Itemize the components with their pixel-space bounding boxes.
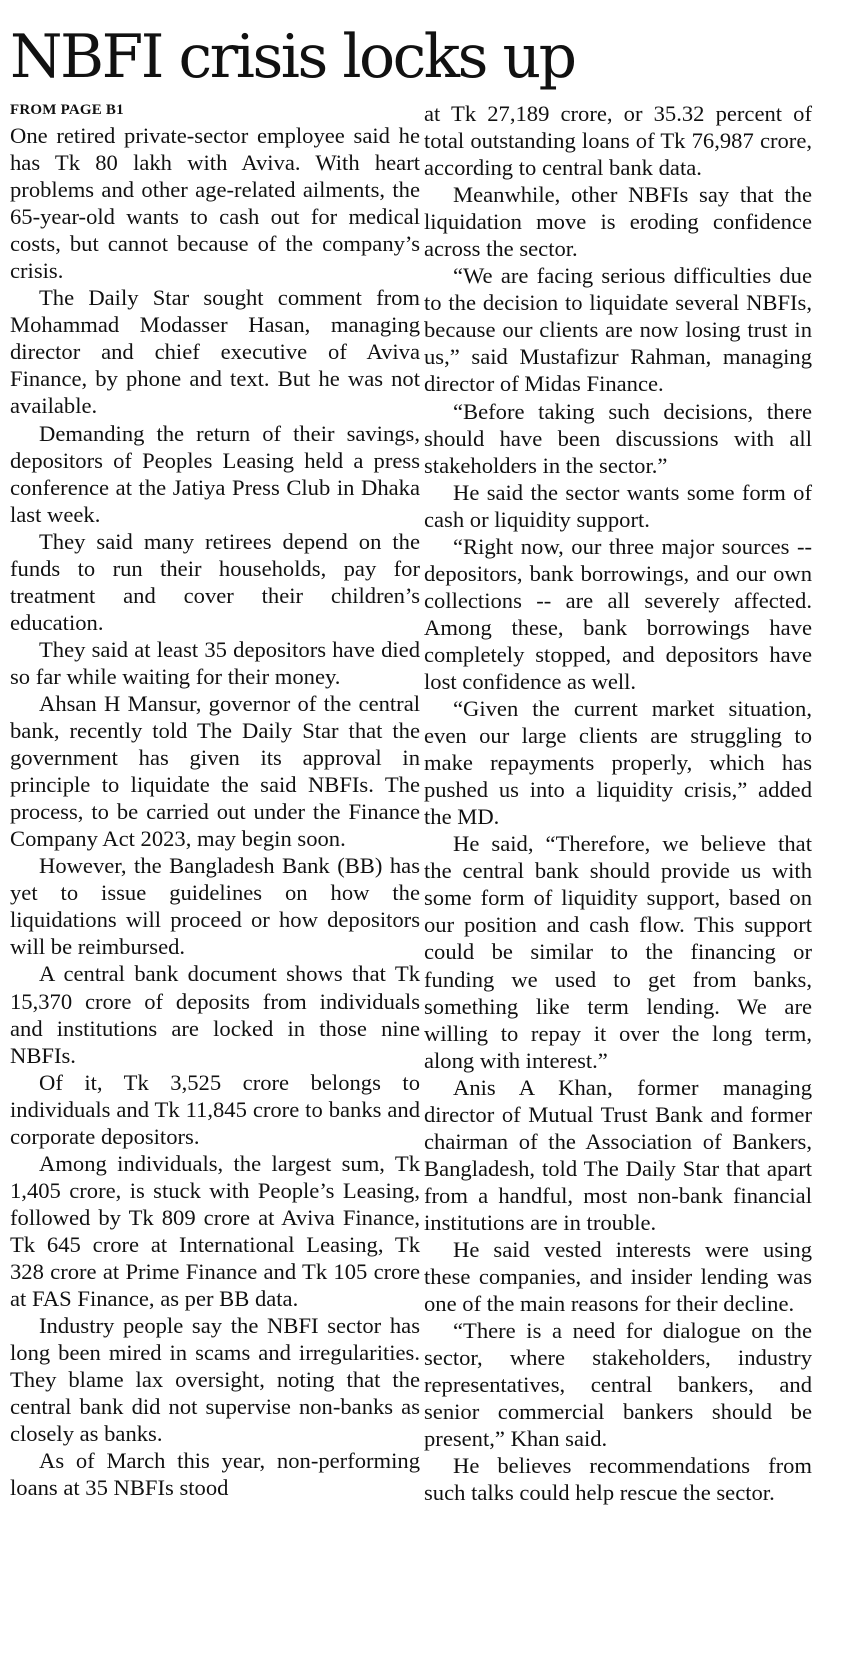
paragraph-continued: As of March this year, non-performing loans at 35 NBFIs stood [10, 1448, 420, 1501]
paragraph: However, the Bangladesh Bank (BB) has yet to issue guidelines on how the liquidations will proceed or how depositors will be reimbursed. [10, 853, 420, 960]
paragraph: “Right now, our three major sources -- depositors, bank borrowings, and our own collections -- are all severely affected. Among these, bank borrowings have completely stopped, and depositors have lost confidence as well. [424, 533, 812, 694]
paragraph: Anis A Khan, former managing director of Mutual Trust Bank and former chairman of the Association of Bankers, Bangladesh, told The Daily Star that apart from a handful, most non-bank financial institutions are in trouble. [424, 1074, 812, 1235]
paragraph: One retired private-sector employee said he has Tk 80 lakh with Aviva. With heart problems and other age-related ailments, the 65-year-old wants to cash out for medical costs, but cannot because of the company’s crisis. [10, 123, 420, 284]
paragraph: He believes recommendations from such talks could help rescue the sector. [424, 1453, 812, 1506]
article-column-right [424, 100, 812, 1506]
paragraph: Meanwhile, other NBFIs say that the liquidation move is eroding confidence across the sector. [424, 182, 812, 262]
paragraph: “Before taking such decisions, there should have been discussions with all stakeholders in the sector.” [424, 398, 812, 478]
paragraph: Among individuals, the largest sum, Tk 1,405 crore, is stuck with People’s Leasing, followed by Tk 809 crore at Aviva Finance, Tk 645 crore at International Leasing, Tk 328 crore at Prime Finance and Tk 105 crore at FAS Finance, as per BB data. [10, 1150, 420, 1312]
paragraph: A central bank document shows that Tk 15,370 crore of deposits from individuals and institutions are locked in those nine NBFIs. [10, 961, 420, 1068]
paragraph: He said the sector wants some form of cash or liquidity support. [424, 479, 812, 532]
article-column-left [10, 98, 420, 1501]
paragraph: Demanding the return of their savings, depositors of Peoples Leasing held a press conference at the Jatiya Press Club in Dhaka last week. [10, 420, 420, 527]
paragraph: Ahsan H Mansur, governor of the central bank, recently told The Daily Star that the government has given its approval in principle to liquidate the said NBFIs. The process, to be carried out under the Finance Company Act 2023, may begin soon. [10, 690, 420, 852]
paragraph: He said, “Therefore, we believe that the central bank should provide us with some form of liquidity support, based on our position and cash flow. This support could be similar to the financing or funding we used to get from banks, something like term lending. We are willing to repay it over the long term, along with interest.” [424, 831, 812, 1073]
paragraph: He said vested interests were using these companies, and insider lending was one of the main reasons for their decline. [424, 1236, 812, 1317]
paragraph: Industry people say the NBFI sector has long been mired in scams and irregularities. They blame lax oversight, noting that the central bank did not supervise non-banks as closely as banks. [10, 1313, 420, 1447]
paragraph: “We are facing serious difficulties due to the decision to liquidate several NBFIs, because our clients are now losing trust in us,” said Mustafizur Rahman, managing director of Midas Finance. [424, 263, 812, 397]
paragraph: Of it, Tk 3,525 crore belongs to individuals and Tk 11,845 crore to banks and corporate depositors. [10, 1069, 420, 1149]
paragraph: “Given the current market situation, even our large clients are struggling to make repayments properly, which has pushed us into a liquidity crisis,” added the MD. [424, 696, 812, 830]
paragraph: The Daily Star sought comment from Mohammad Modasser Hasan, managing director and chief executive of Aviva Finance, by phone and text. But he was not available. [10, 285, 420, 419]
paragraph: They said at least 35 depositors have died so far while waiting for their money. [10, 636, 420, 689]
kicker-from-page: FROM PAGE B1 [10, 102, 124, 118]
paragraph: “There is a need for dialogue on the sector, where stakeholders, industry representatives, central bankers, and senior commercial bankers should be present,” Khan said. [424, 1318, 812, 1452]
headline: NBFI crisis locks up [10, 22, 575, 92]
paragraph-continuation: at Tk 27,189 crore, or 35.32 percent of total outstanding loans of Tk 76,987 crore, according to central bank data. [424, 101, 812, 181]
paragraph: They said many retirees depend on the funds to run their households, pay for treatment and cover their children’s education. [10, 528, 420, 635]
